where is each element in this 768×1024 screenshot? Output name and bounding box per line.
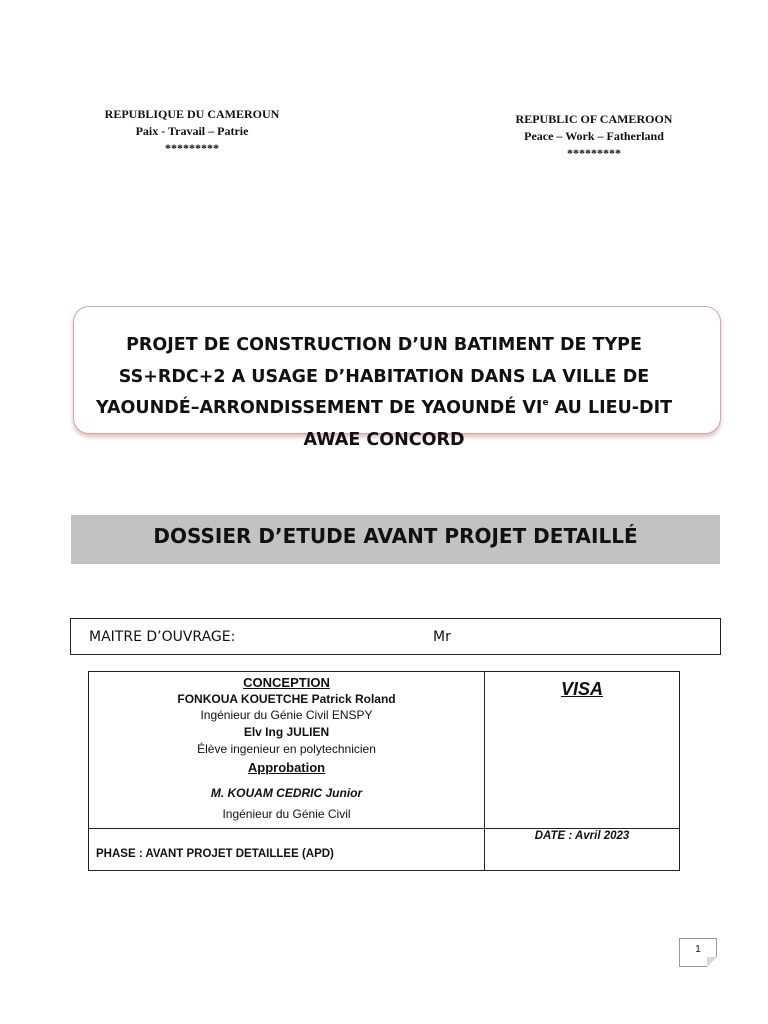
page-number-box [679, 938, 717, 967]
phase-text: PHASE : AVANT PROJET DETAILLEE (APD) [96, 847, 334, 860]
date-text: DATE : Avril 2023 [534, 830, 630, 842]
separator-stars-right: ********* [567, 146, 621, 160]
project-title-line3 [73, 393, 695, 425]
maitre-ouvrage-box [70, 618, 721, 655]
project-title-line1: PROJET DE CONSTRUCTION D’UN BATIMENT DE TYPE [126, 335, 642, 355]
project-title-line4: AWAE CONCORD [303, 429, 465, 450]
designer-role: Ingénieur du Génie Civil ENSPY [200, 708, 373, 722]
dossier-title-bar [71, 515, 720, 564]
date-cell [485, 829, 680, 871]
visa-cell [485, 672, 680, 829]
dossier-title: DOSSIER D’ETUDE AVANT PROJET DETAILLÉ [153, 524, 638, 548]
info-table [88, 671, 680, 871]
page-fold-icon [707, 957, 717, 967]
header-left [92, 106, 292, 157]
country-name-fr: REPUBLIQUE DU CAMEROUN [104, 107, 280, 121]
motto-fr: Paix - Travail – Patrie [135, 124, 249, 138]
approver-role: Ingénieur du Génie Civil [222, 807, 351, 821]
project-title-line3-a: YAOUNDÉ–ARRONDISSEMENT DE YAOUNDÉ VI [95, 398, 543, 418]
approbation-title: Approbation [247, 760, 326, 775]
maitre-ouvrage-label: MAITRE D’OUVRAGE: [89, 629, 236, 645]
phase-cell [89, 829, 485, 871]
student-role: Élève ingenieur en polytechnicien [197, 742, 376, 756]
header-right [494, 111, 694, 162]
conception-title: CONCEPTION [243, 675, 330, 690]
separator-stars-left: ********* [165, 141, 219, 155]
project-title [73, 330, 695, 456]
project-title-superscript: e [542, 398, 549, 408]
page-number: 1 [695, 944, 701, 955]
student-name: Elv Ing JULIEN [243, 725, 330, 739]
conception-cell [89, 672, 485, 829]
approver-name: M. KOUAM CEDRIC Junior [210, 786, 363, 800]
project-title-line3-b: AU LIEU-DIT [548, 398, 673, 418]
country-name-en: REPUBLIC OF CAMEROON [515, 112, 673, 126]
maitre-ouvrage-value: Mr [433, 629, 451, 645]
motto-en: Peace – Work – Fatherland [524, 129, 664, 143]
designer-name: FONKOUA KOUETCHE Patrick Roland [177, 692, 396, 706]
visa-label: VISA [560, 679, 603, 699]
project-title-line2: SS+RDC+2 A USAGE D’HABITATION DANS LA VILLE DE [118, 366, 650, 387]
